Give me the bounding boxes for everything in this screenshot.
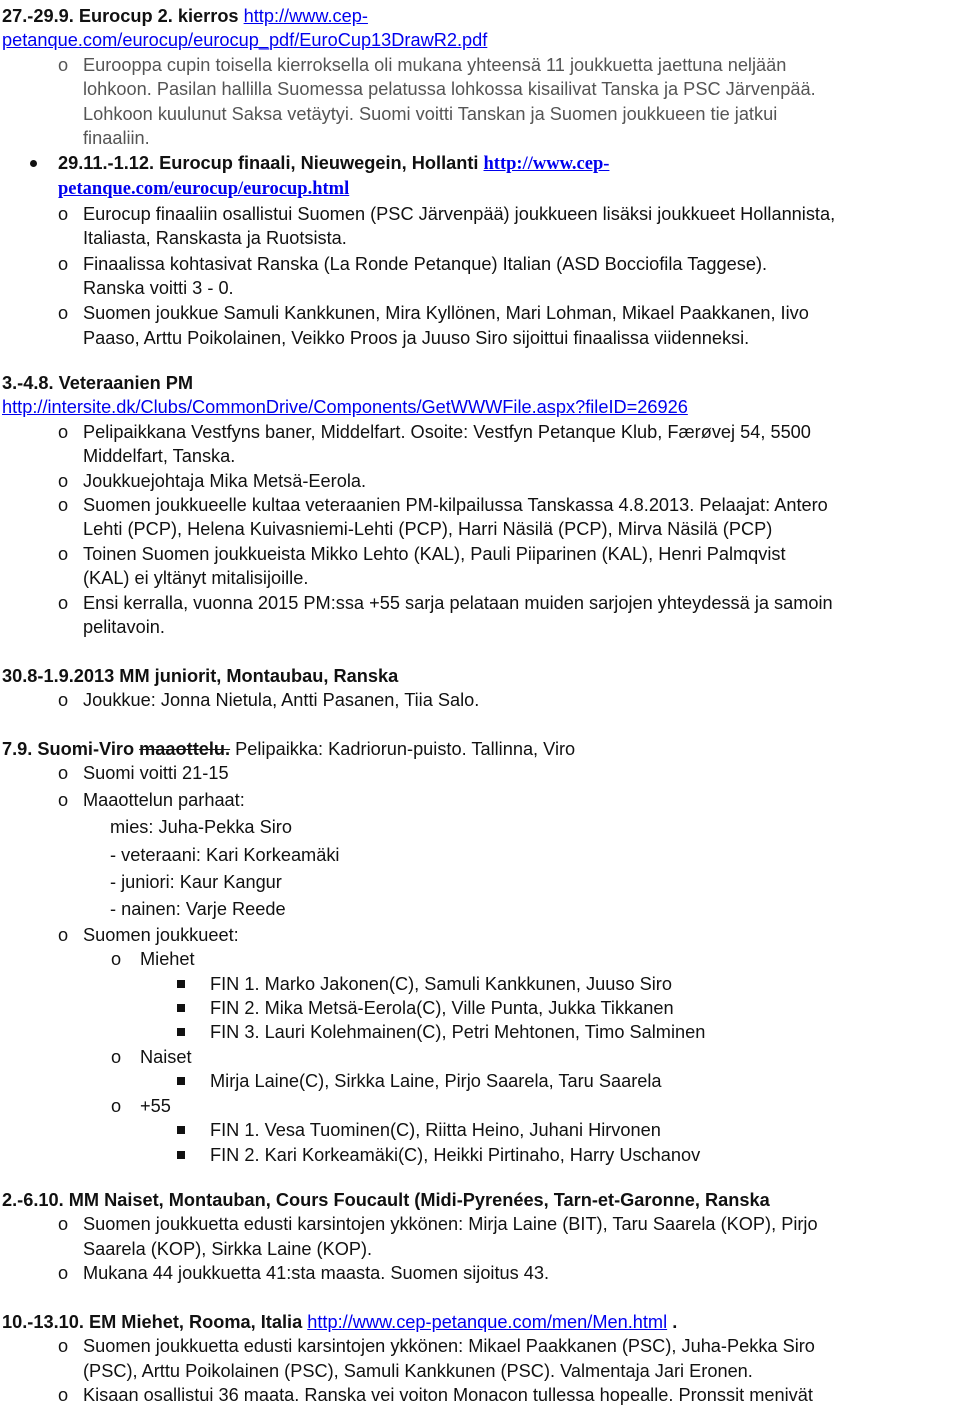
list-marker: o <box>58 592 69 613</box>
list-marker: o <box>111 1095 122 1116</box>
list-marker: o <box>111 1046 122 1067</box>
veterans-pm-link[interactable]: http://intersite.dk/Clubs/CommonDrive/Components/GetWWWFile.aspx?fileID=26926 <box>2 397 688 418</box>
teams-label: Suomen joukkueet: <box>83 924 239 945</box>
paragraph-line: Eurooppa cupin toisella kierroksella oli mukana yhteensä 11 joukkuetta jaettuna neljään <box>83 54 787 75</box>
section-mm-women <box>0 1188 960 1286</box>
list-marker: o <box>58 690 69 711</box>
section-heading: 3.-4.8. Veteraanien PM <box>2 373 194 393</box>
list-marker: o <box>58 543 69 564</box>
list-item: Pelipaikkana Vestfyns baner, Middelfart. Osoite: Vestfyn Petanque Klub, Færøvej 54, 5500 <box>83 421 811 442</box>
group-label: +55 <box>140 1095 171 1116</box>
team-line: FIN 2. Mika Metsä-Eerola(C), Ville Punta, Jukka Tikkanen <box>210 998 674 1019</box>
section-heading: 29.11.-1.12. Eurocup finaali, Nieuwegein, Hollanti <box>58 153 484 173</box>
best-players-label: Maaottelun parhaat: <box>83 789 245 810</box>
group-label: Miehet <box>140 949 195 970</box>
eurocup-final-link-cont[interactable]: petanque.com/eurocup/eurocup.html <box>58 179 350 200</box>
list-marker: o <box>58 303 69 324</box>
list-item: Joukkue: Jonna Nietula, Antti Pasanen, Tiia Salo. <box>83 690 480 711</box>
list-item-cont: Middelfart, Tanska. <box>83 446 236 467</box>
list-item-cont: (KAL) ei yltänyt mitalisijoille. <box>83 568 309 589</box>
list-item: Finaalissa kohtasivat Ranska (La Ronde Petanque) Italian (ASD Bocciofila Taggese). <box>83 253 768 274</box>
team-line: Mirja Laine(C), Sirkka Laine, Pirjo Saarela, Taru Saarela <box>210 1071 662 1092</box>
section-eurocup-final <box>0 151 960 350</box>
section-heading: 7.9. Suomi-Viro <box>2 739 140 759</box>
eurocup-round2-link[interactable]: http://www.cep- <box>243 6 368 26</box>
square-bullet-icon <box>177 1077 185 1085</box>
team-line: FIN 1. Marko Jakonen(C), Samuli Kankkunen, Juuso Siro <box>210 973 672 994</box>
section-heading: 27.-29.9. Eurocup 2. kierros <box>2 6 244 26</box>
section-mm-juniors <box>0 664 960 713</box>
section-finland-estonia <box>0 737 960 1167</box>
bullet-icon <box>30 160 37 167</box>
list-item: Joukkuejohtaja Mika Metsä-Eerola. <box>83 470 367 491</box>
team-line: FIN 3. Lauri Kolehmainen(C), Petri Mehtonen, Timo Salminen <box>210 1022 706 1043</box>
list-marker: o <box>58 763 69 784</box>
best-player: - nainen: Varje Reede <box>110 899 286 920</box>
group-label: Naiset <box>140 1046 192 1067</box>
paragraph-line: finaaliin. <box>83 128 150 149</box>
section-veterans-pm <box>0 371 960 639</box>
section-eurocup-round2 <box>0 4 960 150</box>
list-item: Suomen joukkuetta edusti karsintojen ykkönen: Mirja Laine (BIT), Taru Saarela (KOP), Pirjo <box>83 1214 818 1235</box>
list-marker: o <box>58 253 69 274</box>
list-item-cont: (PSC), Arttu Poikolainen (PSC), Samuli Kankkunen (PSC). Valmentaja Jari Eronen. <box>83 1360 753 1381</box>
paragraph-line: Lohkoon kuulunut Saksa vetäytyi. Suomi voitti Tanskan ja Suomen joukkueen tie jatkui <box>83 103 778 124</box>
em-men-link[interactable]: http://www.cep-petanque.com/men/Men.html <box>307 1312 668 1332</box>
heading-end: . <box>667 1312 678 1332</box>
list-item: Ensi kerralla, vuonna 2015 PM:ssa +55 sarja pelataan muiden sarjojen yhteydessä ja samoin <box>83 592 833 613</box>
list-marker: o <box>58 924 69 945</box>
team-line: FIN 2. Kari Korkeamäki(C), Heikki Pirtinaho, Harry Uschanov <box>210 1144 701 1165</box>
section-em-men <box>0 1310 960 1408</box>
section-heading-strike: maaottelu. <box>139 739 231 759</box>
list-item: Mukana 44 joukkuetta 41:sta maasta. Suomen sijoitus 43. <box>83 1263 550 1284</box>
square-bullet-icon <box>177 980 185 988</box>
list-marker: o <box>58 203 69 224</box>
list-marker: o <box>58 789 69 810</box>
list-marker: o <box>111 949 122 970</box>
team-line: FIN 1. Vesa Tuominen(C), Riitta Heino, Juhani Hirvonen <box>210 1120 661 1141</box>
section-heading-rest: Pelipaikka: Kadriorun-puisto. Tallinna, Viro <box>230 739 576 759</box>
section-heading: 2.-6.10. MM Naiset, Montauban, Cours Foucault (Midi-Pyrenées, Tarn-et-Garonne, Ranska <box>2 1190 770 1210</box>
square-bullet-icon <box>177 1028 185 1036</box>
list-item-cont: pelitavoin. <box>83 617 165 638</box>
best-player: mies: Juha-Pekka Siro <box>110 817 292 838</box>
paragraph-line: lohkoon. Pasilan hallilla Suomessa pelatussa lohkossa kisailivat Tanska ja PSC Järvenpää. <box>83 79 816 100</box>
section-heading: 10.-13.10. EM Miehet, Rooma, Italia <box>2 1312 308 1332</box>
list-item-cont: Paaso, Arttu Poikolainen, Veikko Proos ja Juuso Siro sijoittui finaalissa viidenneksi. <box>83 327 750 348</box>
list-marker: o <box>58 470 69 491</box>
list-item: Eurocup finaaliin osallistui Suomen (PSC Järvenpää) joukkueen lisäksi joukkueet Hollannista, <box>83 203 836 224</box>
list-item: Toinen Suomen joukkueista Mikko Lehto (KAL), Pauli Piiparinen (KAL), Henri Palmqvist <box>83 543 786 564</box>
square-bullet-icon <box>177 1004 185 1012</box>
list-marker: o <box>58 54 69 75</box>
section-heading: 30.8-1.9.2013 MM juniorit, Montaubau, Ranska <box>2 666 399 686</box>
list-marker: o <box>58 495 69 516</box>
list-item: Kisaan osallistui 36 maata. Ranska vei voiton Monacon tullessa hopealle. Pronssit menivät <box>83 1385 813 1406</box>
square-bullet-icon <box>177 1126 185 1134</box>
best-player: - veteraani: Kari Korkeamäki <box>110 844 340 865</box>
list-item-cont: Italiasta, Ranskasta ja Ruotsista. <box>83 228 347 249</box>
list-item: Suomen joukkueelle kultaa veteraanien PM-kilpailussa Tanskassa 4.8.2013. Pelaajat: Antero <box>83 495 828 516</box>
list-marker: o <box>58 1336 69 1357</box>
eurocup-final-link[interactable]: http://www.cep- <box>483 154 610 174</box>
match-result: Suomi voitti 21-15 <box>83 763 229 784</box>
list-item: Suomen joukkuetta edusti karsintojen ykkönen: Mikael Paakkanen (PSC), Juha-Pekka Siro <box>83 1336 815 1357</box>
list-marker: o <box>58 1385 69 1406</box>
list-item-cont: Ranska voitti 3 - 0. <box>83 278 234 299</box>
eurocup-round2-link-cont[interactable]: petanque.com/eurocup/eurocup_pdf/EuroCup13DrawR2.pdf <box>2 30 488 51</box>
list-item-cont: Saarela (KOP), Sirkka Laine (KOP). <box>83 1238 373 1259</box>
list-marker: o <box>58 421 69 442</box>
list-marker: o <box>58 1214 69 1235</box>
list-marker: o <box>58 1263 69 1284</box>
square-bullet-icon <box>177 1151 185 1159</box>
best-player: - juniori: Kaur Kangur <box>110 872 282 893</box>
list-item: Suomen joukkue Samuli Kankkunen, Mira Kyllönen, Mari Lohman, Mikael Paakkanen, Iivo <box>83 303 809 324</box>
list-item-cont: Lehti (PCP), Helena Kuivasniemi-Lehti (PCP), Harri Näsilä (PCP), Mirva Näsilä (PCP) <box>83 519 773 540</box>
